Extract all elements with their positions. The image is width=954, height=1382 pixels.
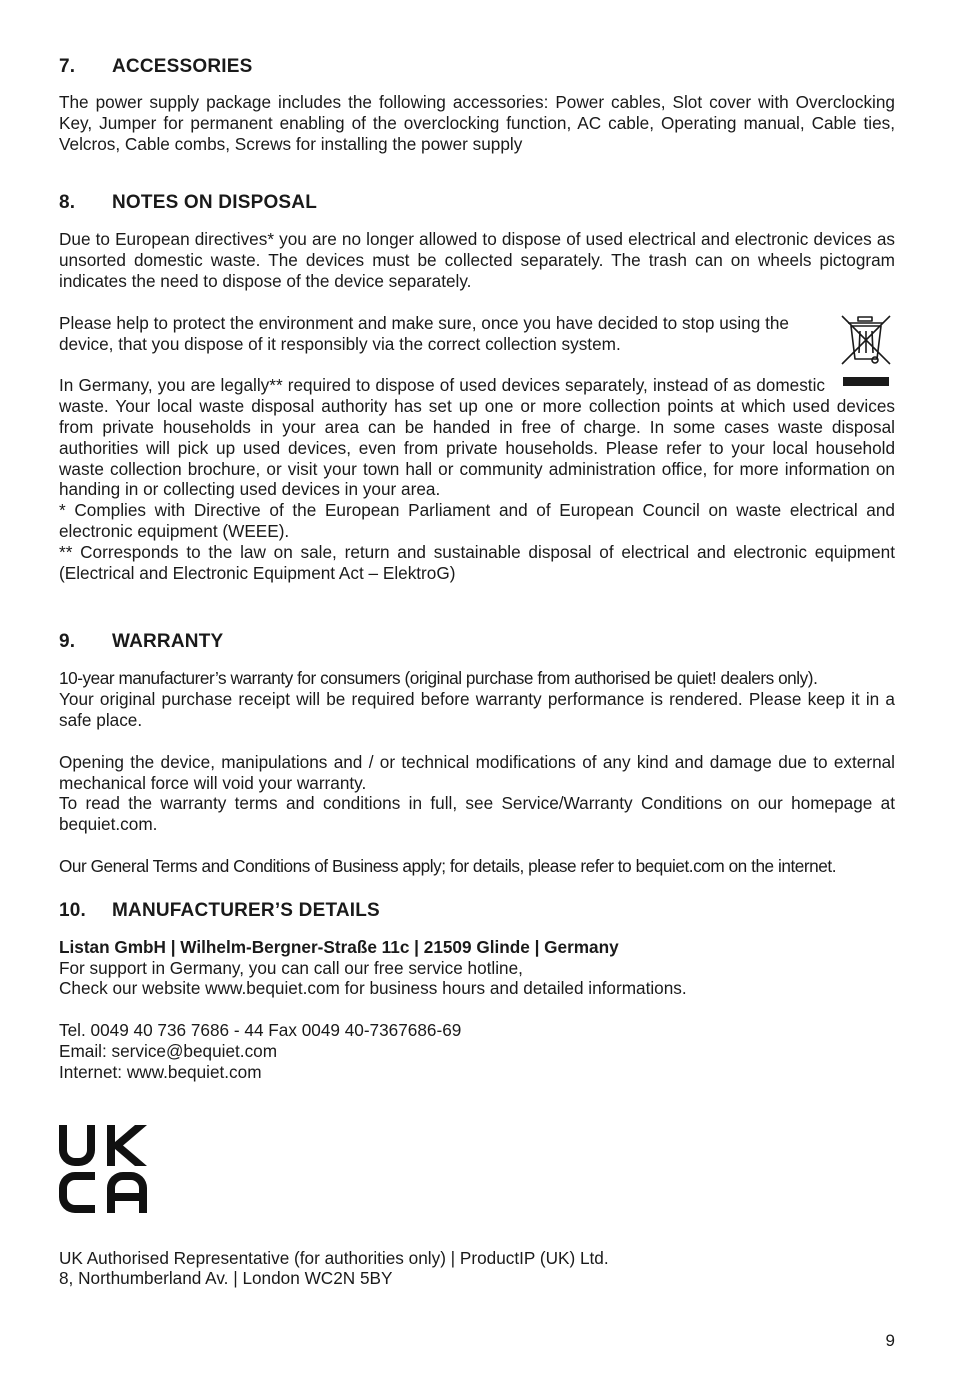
company-address: Listan GmbH | Wilhelm-Bergner-Straße 11c | 21509 Glinde | Germany bbox=[59, 936, 619, 957]
section-7-number: 7. bbox=[59, 56, 76, 77]
section-10-title: MANUFACTURER’S DETAILS bbox=[112, 899, 380, 921]
elektrog-footnote: ** Corresponds to the law on sale, return and sustainable disposal of electrical and electronic equipment (Electrical and Electronic Equipment Act – ElektroG) bbox=[59, 541, 895, 583]
section-9-number: 9. bbox=[59, 631, 76, 653]
general-terms-text: Our General Terms and Conditions of Business apply; for details, please refer to bequiet.com on the internet. bbox=[59, 855, 837, 876]
page-number: 9 bbox=[885, 1331, 895, 1350]
support-hotline-text: For support in Germany, you can call our free service hotline, bbox=[59, 957, 523, 978]
warranty-duration-text: 10-year manufacturer’s warranty for consumers (original purchase from authorised be quiet! dealers only). bbox=[59, 668, 818, 689]
section-7-title: ACCESSORIES bbox=[112, 56, 253, 77]
section-8-heading bbox=[59, 190, 895, 216]
ukca-mark-icon bbox=[59, 1125, 147, 1213]
section-7-heading bbox=[59, 54, 895, 80]
warranty-receipt-text: Your original purchase receipt will be required before warranty performance is rendered. Please keep it in a safe place. bbox=[59, 689, 895, 730]
section-10-heading bbox=[59, 898, 895, 924]
section-9-title: WARRANTY bbox=[112, 631, 224, 653]
uk-representative: UK Authorised Representative (for authorities only) | ProductIP (UK) Ltd. bbox=[59, 1247, 609, 1268]
section-10-number: 10. bbox=[59, 899, 87, 921]
section-8-title: NOTES ON DISPOSAL bbox=[112, 192, 318, 214]
crossed-out-wheelie-bin-icon bbox=[839, 313, 895, 389]
disposal-paragraph-3: In Germany, you are legally** required to dispose of used devices separately, instead of as domestic waste. Your local waste disposal authority has set up one or more collection points at which used devices from private households in your area can be handed in free of charge. In some cases waste disposal authorities will pick up used devices, even from private households. Please refer to your local household waste collection brochure, or visit your town hall or community administration office, for more information on handing in or collecting used devices in your area. bbox=[59, 375, 895, 500]
website-hours-text: Check our website www.bequiet.com for business hours and detailed informations. bbox=[59, 978, 687, 999]
section-8-number: 8. bbox=[59, 192, 76, 214]
email-line: Email: service@bequiet.com bbox=[59, 1040, 278, 1061]
accessories-paragraph: The power supply package includes the following accessories: Power cables, Slot cover with Overclocking Key, Jumper for permanent enabling of the overclocking function, AC cable, Operating manual, Cable ties, Velcros, Cable combs, Screws for installing the power supply bbox=[59, 92, 895, 154]
section-9-heading bbox=[59, 629, 895, 655]
disposal-paragraph-1: Due to European directives* you are no longer allowed to dispose of used electrical and electronic devices as unsorted domestic waste. The devices must be collected separately. The trash can on wheels pictogram indicates the need to dispose of the device separately. bbox=[59, 229, 895, 291]
uk-representative-address: 8, Northumberland Av. | London WC2N 5BY bbox=[59, 1268, 393, 1289]
disposal-paragraph-2: Please help to protect the environment and make sure, once you have decided to stop using the device, that you dispose of it responsibly via the correct collection system. bbox=[59, 312, 789, 354]
warranty-void-text: Opening the device, manipulations and / or technical modifications of any kind and damage due to external mechanical force will void your warranty. bbox=[59, 751, 895, 793]
phone-fax: Tel. 0049 40 736 7686 - 44 Fax 0049 40-7367686-69 bbox=[59, 1020, 462, 1041]
weee-footnote: * Complies with Directive of the European Parliament and of European Council on waste electrical and electronic equipment (WEEE). bbox=[59, 500, 895, 541]
warranty-terms-text: To read the warranty terms and conditions in full, see Service/Warranty Conditions on our homepage at bequiet.com. bbox=[59, 793, 895, 835]
manual-page bbox=[59, 54, 895, 1289]
internet-line: Internet: www.bequiet.com bbox=[59, 1061, 262, 1082]
